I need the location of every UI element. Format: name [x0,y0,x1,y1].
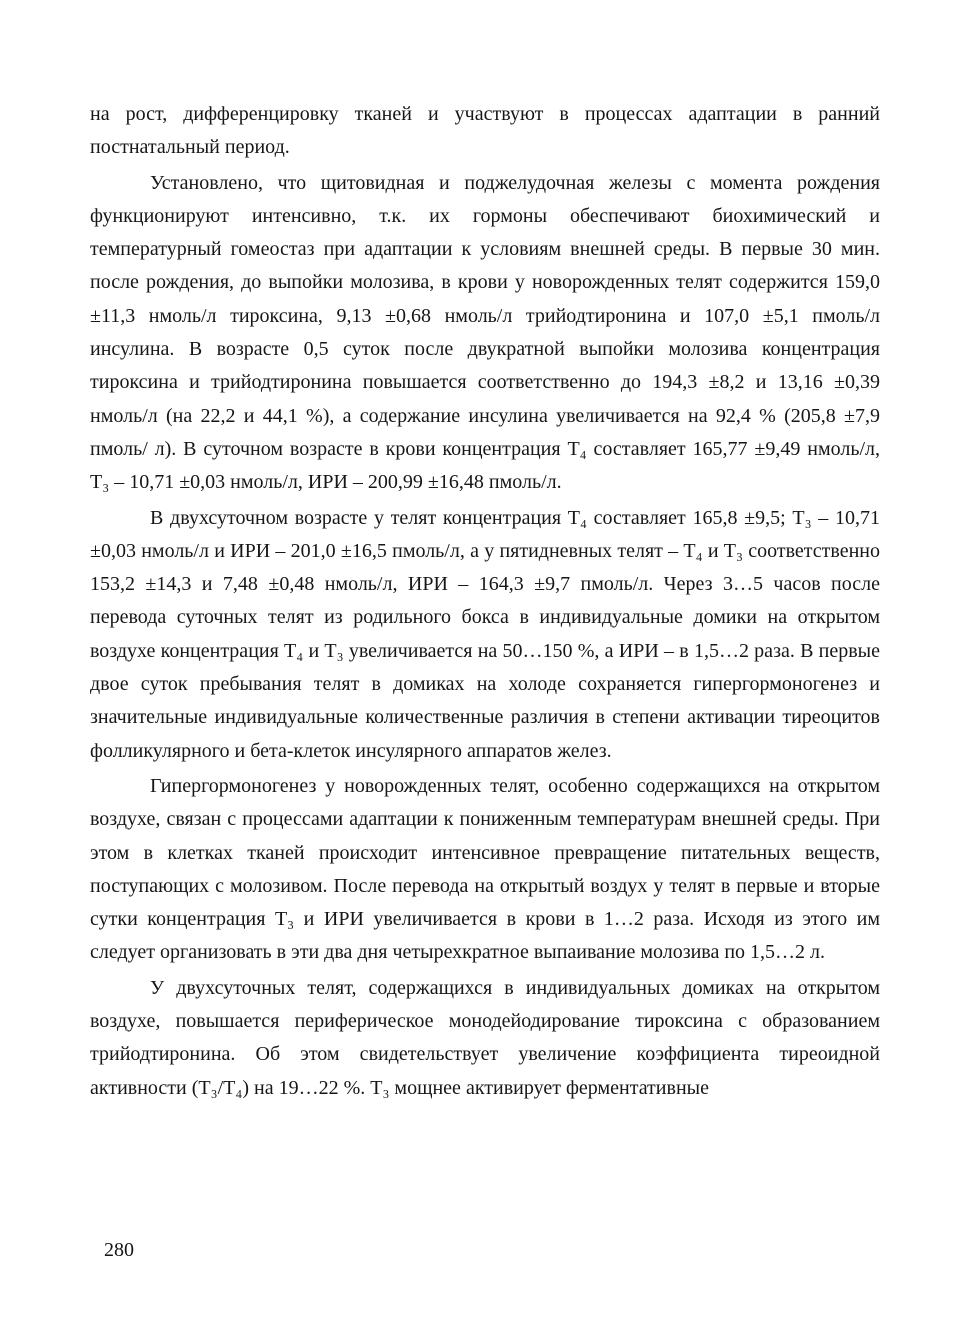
page-number: 280 [104,1239,134,1261]
page-body [90,98,880,1105]
paragraph-3: В двухсуточном возрасте у телят концентрация Т₄ составляет 165,8 ±9,5; Т₃ – 10,71 ±0,03 нмоль/л и ИРИ – 201,0 ±16,5 пмоль/л, а у пятидневных телят – Т₄ и Т₃ соответственно 153,2 ±14,3 и 7,48 ±0,48 нмоль/л, ИРИ – 164,3 ±9,7 пмоль/л. Через 3…5 часов после перевода суточных телят из родильного бокса в индивидуальные домики на открытом воздухе концентрация Т₄ и Т₃ увеличивается на 50…150 %, а ИРИ – в 1,5…2 раза. В первые двое суток пребывания телят в домиках на холоде сохраняется гипергормоногенез и значительные индивидуальные количественные различия в степени активации тиреоцитов фолликулярного и бета-клеток инсулярного аппаратов желез. [90,506,880,762]
paragraph-2: Установлено, что щитовидная и поджелудочная железы с момента рождения функционируют интенсивно, т.к. их гормоны обеспечивают биохимический и температурный гомеостаз при адаптации к условиям внешней среды. В первые 30 мин. после рождения, до выпойки молозива, в крови у новорожденных телят содержится 159,0 ±11,3 нмоль/л тироксина, 9,13 ±0,68 нмоль/л трийодтиронина и 107,0 ±5,1 пмоль/л инсулина. В возрасте 0,5 суток после двукратной выпойки молозива концентрация тироксина и трийодтиронина повышается соответственно до 194,3 ±8,2 и 13,16 ±0,39 нмоль/л (на 22,2 и 44,1 %), а содержание инсулина увеличивается на 92,4 % (205,8 ±7,9 пмоль/ л). В суточном возрасте в крови концентрация Т₄ составляет 165,77 ±9,49 нмоль/л, Т₃ – 10,71 ±0,03 нмоль/л, ИРИ – 200,99 ±16,48 пмоль/л. [90,171,880,494]
paragraph-4: Гипергормоногенез у новорожденных телят, особенно содержащихся на открытом воздухе, связан с процессами адаптации к пониженным температурам внешней среды. При этом в клетках тканей происходит интенсивное превращение питательных веществ, поступающих с молозивом. После перевода на открытый воздух у телят в первые и вторые сутки концентрация Т₃ и ИРИ увеличивается в крови в 1…2 раза. Исходя из этого им следует организовать в эти два дня четырехкратное выпаивание молозива по 1,5…2 л. [90,774,880,964]
paragraph-1: на рост, дифференцировку тканей и участвуют в процессах адаптации в ранний постнатальный период. [90,103,880,159]
paragraph-5: У двухсуточных телят, содержащихся в индивидуальных домиках на открытом воздухе, повышается периферическое монодейодирование тироксина с образованием трийодтиронина. Об этом свидетельствует увеличение коэффициента тиреоидной активности (Т₃/Т₄) на 19…22 %. Т₃ мощнее активирует ферментативные [90,976,880,1099]
